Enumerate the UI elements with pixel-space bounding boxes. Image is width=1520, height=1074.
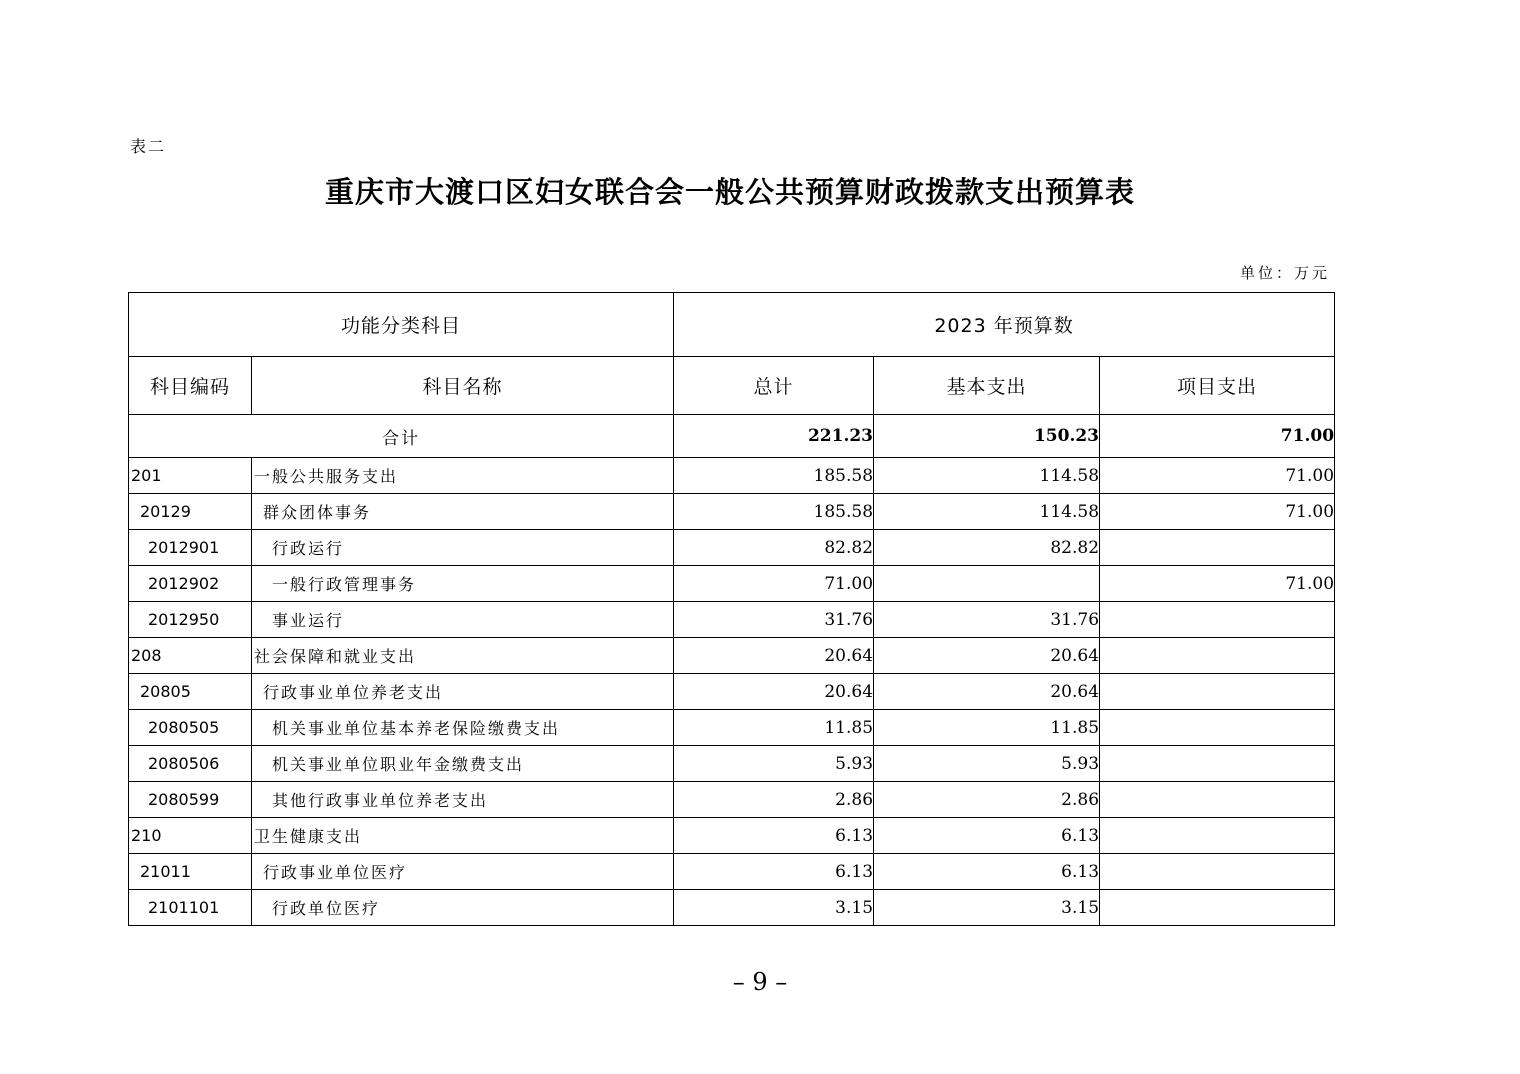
row-code: 2080505 <box>129 710 252 746</box>
row-project <box>1100 746 1335 782</box>
row-basic: 114.58 <box>874 458 1100 494</box>
row-total: 31.76 <box>674 602 874 638</box>
row-total: 6.13 <box>674 818 874 854</box>
row-total: 185.58 <box>674 458 874 494</box>
row-code: 201 <box>129 458 252 494</box>
row-code: 2101101 <box>129 890 252 926</box>
row-name: 卫生健康支出 <box>252 818 674 854</box>
table-row <box>129 530 1335 566</box>
row-total: 3.15 <box>674 890 874 926</box>
row-code: 2012902 <box>129 566 252 602</box>
row-code: 2012950 <box>129 602 252 638</box>
row-project <box>1100 674 1335 710</box>
row-basic: 3.15 <box>874 890 1100 926</box>
row-basic: 20.64 <box>874 674 1100 710</box>
total-project: 71.00 <box>1100 415 1335 458</box>
row-name: 群众团体事务 <box>252 494 674 530</box>
row-name: 行政事业单位养老支出 <box>252 674 674 710</box>
table-row <box>129 782 1335 818</box>
row-name: 机关事业单位基本养老保险缴费支出 <box>252 710 674 746</box>
row-total: 71.00 <box>674 566 874 602</box>
row-project <box>1100 530 1335 566</box>
table-row <box>129 674 1335 710</box>
header-total: 总计 <box>674 357 874 415</box>
row-project: 71.00 <box>1100 566 1335 602</box>
header-row-group <box>129 293 1335 357</box>
row-basic: 31.76 <box>874 602 1100 638</box>
row-name: 其他行政事业单位养老支出 <box>252 782 674 818</box>
table-label: 表二 <box>130 137 167 156</box>
table-row <box>129 602 1335 638</box>
row-code: 2080506 <box>129 746 252 782</box>
row-code: 20129 <box>129 494 252 530</box>
table-row <box>129 458 1335 494</box>
row-name: 社会保障和就业支出 <box>252 638 674 674</box>
unit-note: 单位：万元 <box>1239 264 1330 282</box>
row-name: 行政运行 <box>252 530 674 566</box>
table-row <box>129 890 1335 926</box>
row-code: 210 <box>129 818 252 854</box>
row-total: 20.64 <box>674 674 874 710</box>
page-title: 重庆市大渡口区妇女联合会一般公共预算财政拨款支出预算表 <box>324 175 1135 209</box>
row-project <box>1100 638 1335 674</box>
row-project <box>1100 818 1335 854</box>
page-number: – 9 – <box>732 968 788 996</box>
row-name: 机关事业单位职业年金缴费支出 <box>252 746 674 782</box>
row-basic: 20.64 <box>874 638 1100 674</box>
table-row <box>129 566 1335 602</box>
header-category-group: 功能分类科目 <box>129 293 674 357</box>
header-budget-group: 2023 年预算数 <box>674 293 1335 357</box>
row-project <box>1100 782 1335 818</box>
row-code: 2080599 <box>129 782 252 818</box>
row-code: 20805 <box>129 674 252 710</box>
row-project: 71.00 <box>1100 494 1335 530</box>
row-project: 71.00 <box>1100 458 1335 494</box>
row-total: 185.58 <box>674 494 874 530</box>
row-basic: 2.86 <box>874 782 1100 818</box>
row-project <box>1100 710 1335 746</box>
row-name: 行政事业单位医疗 <box>252 854 674 890</box>
table-row <box>129 818 1335 854</box>
header-row-columns <box>129 357 1335 415</box>
total-sum: 221.23 <box>674 415 874 458</box>
header-basic: 基本支出 <box>874 357 1100 415</box>
row-basic <box>874 566 1100 602</box>
header-code: 科目编码 <box>129 357 252 415</box>
header-name: 科目名称 <box>252 357 674 415</box>
row-code: 208 <box>129 638 252 674</box>
row-total: 2.86 <box>674 782 874 818</box>
row-total: 20.64 <box>674 638 874 674</box>
row-total: 82.82 <box>674 530 874 566</box>
row-name: 一般公共服务支出 <box>252 458 674 494</box>
total-basic: 150.23 <box>874 415 1100 458</box>
row-name: 事业运行 <box>252 602 674 638</box>
row-name: 行政单位医疗 <box>252 890 674 926</box>
row-code: 2012901 <box>129 530 252 566</box>
table-row <box>129 638 1335 674</box>
row-basic: 82.82 <box>874 530 1100 566</box>
total-label: 合计 <box>129 415 674 458</box>
row-project <box>1100 602 1335 638</box>
budget-table <box>128 292 1335 926</box>
table-row <box>129 710 1335 746</box>
row-name: 一般行政管理事务 <box>252 566 674 602</box>
row-basic: 5.93 <box>874 746 1100 782</box>
row-basic: 114.58 <box>874 494 1100 530</box>
row-basic: 11.85 <box>874 710 1100 746</box>
row-total: 11.85 <box>674 710 874 746</box>
header-project: 项目支出 <box>1100 357 1335 415</box>
row-code: 21011 <box>129 854 252 890</box>
row-basic: 6.13 <box>874 818 1100 854</box>
total-row <box>129 415 1335 458</box>
table-row <box>129 746 1335 782</box>
row-total: 5.93 <box>674 746 874 782</box>
row-basic: 6.13 <box>874 854 1100 890</box>
row-project <box>1100 890 1335 926</box>
table-row <box>129 854 1335 890</box>
table-row <box>129 494 1335 530</box>
row-project <box>1100 854 1335 890</box>
row-total: 6.13 <box>674 854 874 890</box>
